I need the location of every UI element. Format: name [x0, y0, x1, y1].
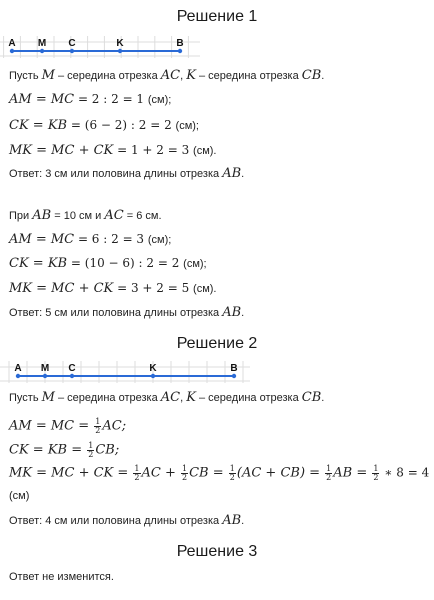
value: = 1 + 2 = 3 — [113, 143, 194, 157]
point-a — [16, 374, 20, 378]
segment-cb: CB — [301, 390, 322, 405]
expr: AC; — [102, 418, 127, 434]
unit: (см); — [147, 94, 172, 106]
point-label-a: A — [8, 38, 16, 49]
text: При — [9, 210, 33, 222]
fraction-half — [133, 465, 140, 482]
formula-line-3 — [9, 465, 429, 482]
segment-ac: AC — [104, 208, 124, 223]
expr: MK = MC + CK = — [9, 465, 133, 481]
expr: MK = MC + CK — [9, 143, 114, 158]
calc-line-4 — [9, 232, 171, 247]
point-k: K — [186, 390, 196, 405]
point-label-m: M — [40, 363, 50, 374]
text: Ответ: 4 см или половина длины отрезка — [9, 515, 223, 527]
solution-2-title: Решение 2 — [176, 335, 258, 352]
formula-line-2 — [9, 442, 119, 459]
expr: CK = KB = — [9, 442, 87, 458]
unit: (см); — [175, 120, 199, 132]
point-k: K — [186, 68, 196, 83]
text: . — [241, 168, 245, 180]
solution-1-title: Решение 1 — [176, 8, 258, 25]
unit: (см). — [193, 283, 217, 295]
calc-line-5 — [9, 256, 207, 271]
point-m — [43, 374, 47, 378]
fraction-half — [325, 465, 332, 482]
numerator: 1 — [88, 441, 94, 450]
segment-ab: AB — [222, 513, 242, 528]
numerator: 1 — [182, 464, 188, 473]
point-label-b: B — [230, 363, 238, 374]
denominator: 2 — [134, 473, 140, 482]
expr: CK = KB — [9, 256, 68, 271]
fraction-half — [229, 465, 236, 482]
point-label-c: C — [68, 38, 76, 49]
denominator: 2 — [326, 473, 332, 482]
segment-ab: AB — [222, 305, 242, 320]
unit: (см); — [183, 258, 207, 270]
text: = 6 см. — [123, 210, 162, 222]
formula-line-1 — [9, 418, 126, 435]
numerator: 1 — [373, 464, 379, 473]
segment-ac: AC — [160, 68, 181, 83]
answer-4: Ответ не изменится. — [9, 571, 114, 583]
expr: CB = — [189, 465, 228, 481]
segment-diagram-1 — [0, 36, 200, 58]
text: . — [241, 515, 245, 527]
expr: MK = MC + CK — [9, 281, 114, 296]
expr: AM = MC — [9, 92, 75, 107]
point-label-a: A — [14, 363, 22, 374]
segment-cb: CB — [301, 68, 322, 83]
text: Ответ: 3 см или половина длины отрезка — [9, 168, 223, 180]
unit-line: (см) — [9, 490, 30, 502]
point-label-b: B — [176, 38, 184, 49]
numerator: 1 — [229, 464, 235, 473]
expr: AC + — [141, 465, 181, 481]
denominator: 2 — [88, 450, 94, 459]
expr: ∗ 8 = 4 — [380, 465, 430, 480]
text: Ответ: 5 см или половина длины отрезка — [9, 307, 223, 319]
point-a — [10, 49, 14, 53]
text: – середина отрезка — [54, 392, 161, 404]
point-label-k: K — [149, 363, 157, 374]
denominator: 2 — [373, 473, 379, 482]
calc-line-3 — [9, 143, 217, 158]
text: Пусть — [9, 392, 42, 404]
numerator: 1 — [95, 417, 101, 426]
text: – середина отрезка — [195, 70, 302, 82]
segment-ab: AB — [222, 166, 242, 181]
text: , — [180, 70, 187, 82]
calc-line-1 — [9, 92, 171, 107]
denominator: 2 — [229, 473, 235, 482]
point-m — [40, 49, 44, 53]
expr: AM = MC = — [9, 418, 94, 434]
answer-2 — [9, 305, 244, 320]
text: Пусть — [9, 70, 42, 82]
value: = (6 − 2) : 2 = 2 — [67, 118, 176, 132]
text: – середина отрезка — [54, 70, 161, 82]
text: . — [321, 70, 325, 82]
text: . — [241, 307, 245, 319]
fraction-half — [87, 442, 94, 459]
solution-1-intro — [9, 68, 324, 83]
solution-2-intro — [9, 390, 324, 405]
expr: AM = MC — [9, 232, 75, 247]
fraction-half — [94, 418, 101, 435]
expr: CK = KB — [9, 118, 68, 133]
value: = (10 − 6) : 2 = 2 — [67, 256, 184, 270]
unit: (см); — [147, 234, 172, 246]
point-m: M — [41, 68, 55, 83]
point-m: M — [41, 390, 55, 405]
text: – середина отрезка — [195, 392, 302, 404]
answer-1 — [9, 166, 244, 181]
unit: (см). — [193, 145, 217, 157]
point-b — [232, 374, 236, 378]
point-b — [178, 49, 182, 53]
text: = 10 см и — [51, 210, 105, 222]
expr: AB = — [333, 465, 372, 481]
fraction-half — [372, 465, 379, 482]
expr: (AC + CB) = — [236, 465, 325, 481]
value: = 3 + 2 = 5 — [113, 281, 194, 295]
point-c — [70, 49, 74, 53]
answer-3 — [9, 513, 244, 528]
point-label-c: C — [68, 363, 76, 374]
case-condition — [9, 208, 162, 223]
numerator: 1 — [134, 464, 140, 473]
point-c — [70, 374, 74, 378]
expr: CB; — [95, 442, 120, 458]
text: , — [180, 392, 187, 404]
solution-3-title: Решение 3 — [176, 543, 258, 560]
calc-line-6 — [9, 281, 217, 296]
point-k — [151, 374, 155, 378]
calc-line-2 — [9, 118, 199, 133]
numerator: 1 — [326, 464, 332, 473]
text: . — [321, 392, 325, 404]
point-label-m: M — [37, 38, 47, 49]
segment-diagram-2 — [0, 361, 250, 383]
denominator: 2 — [95, 426, 101, 435]
fraction-half — [181, 465, 188, 482]
value: = 6 : 2 = 3 — [74, 232, 148, 246]
point-label-k: K — [116, 38, 124, 49]
segment-ac: AC — [160, 390, 181, 405]
denominator: 2 — [182, 473, 188, 482]
value: = 2 : 2 = 1 — [74, 92, 148, 106]
point-k — [118, 49, 122, 53]
segment-ab: AB — [32, 208, 52, 223]
